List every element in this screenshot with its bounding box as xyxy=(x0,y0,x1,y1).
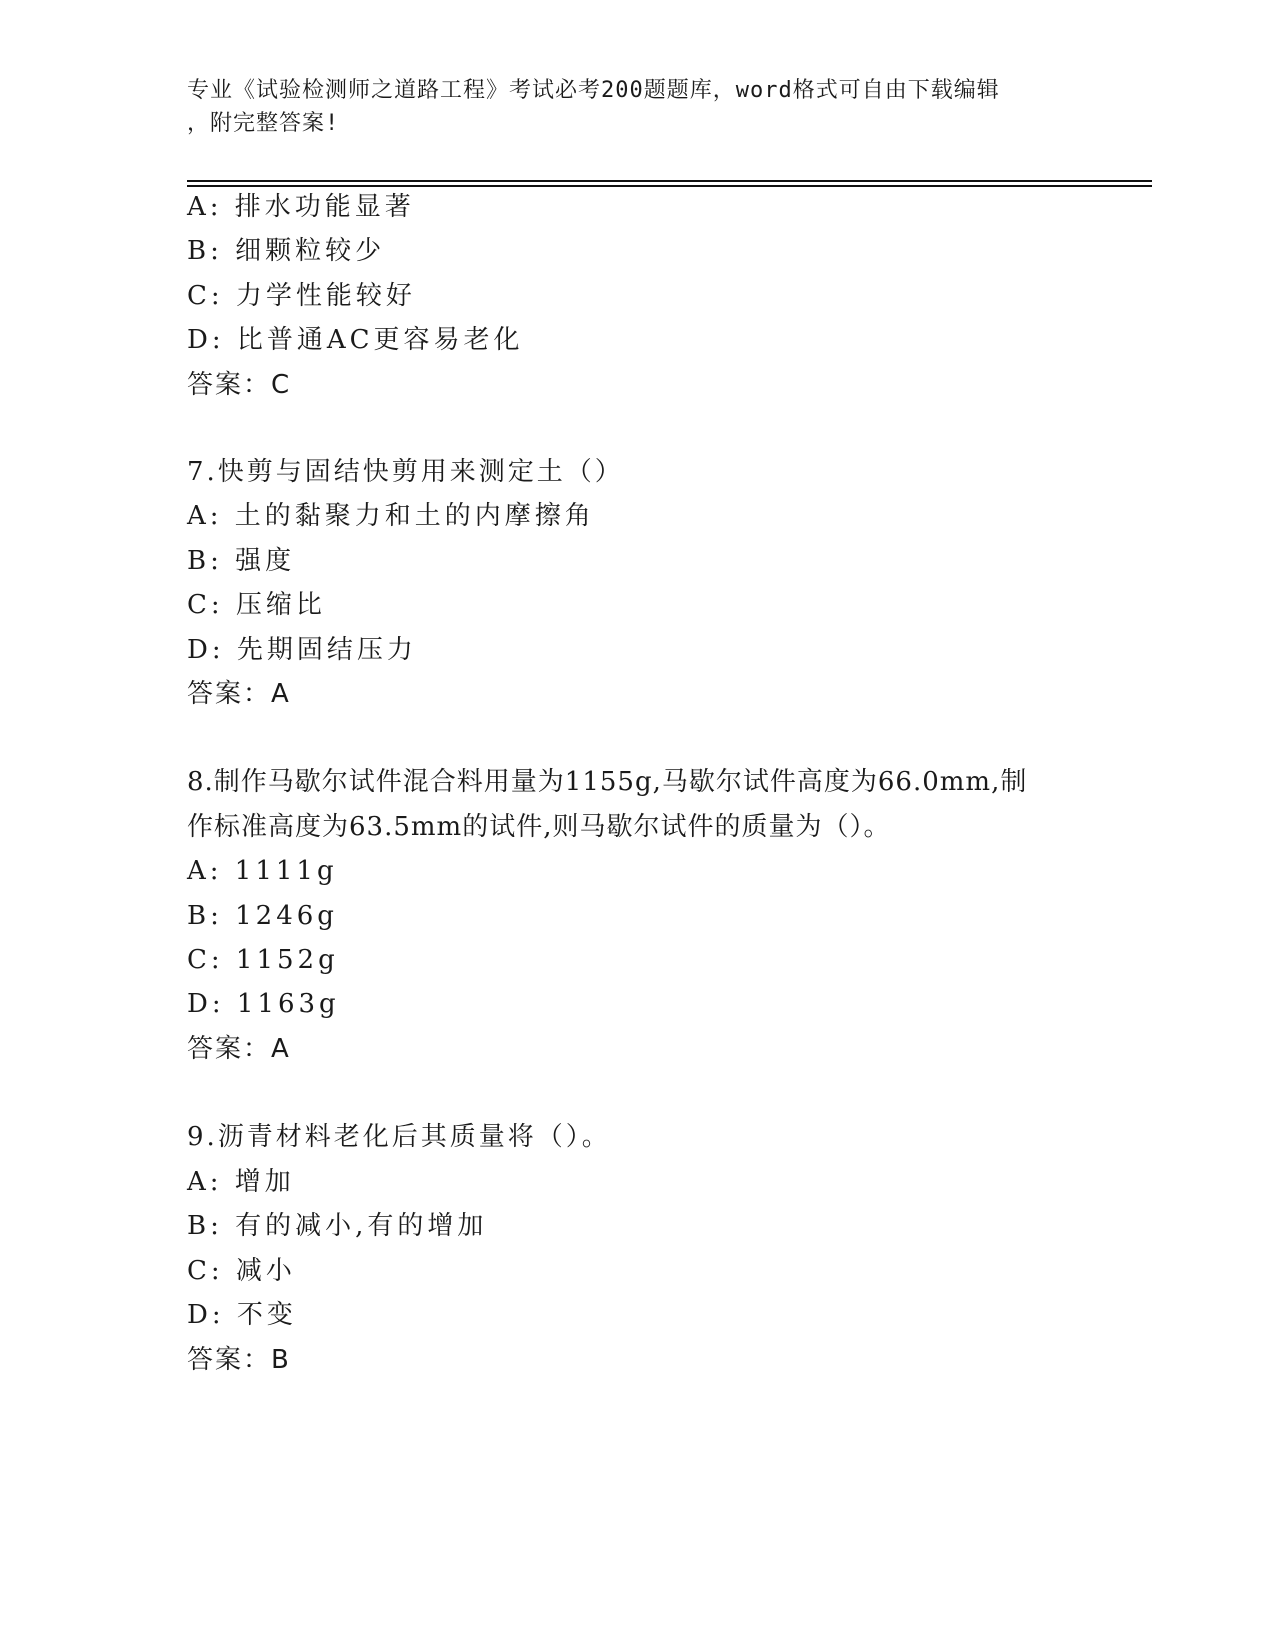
option-a: A: 1111g xyxy=(187,856,338,886)
header-line-2: ，附完整答案! xyxy=(187,111,340,136)
option-b: B: 细颗粒较少 xyxy=(187,236,386,266)
option-a: A: 排水功能显著 xyxy=(187,192,415,222)
question-text-continued: 作标准高度为63.5mm的试件,则马歇尔试件的质量为（）。 xyxy=(187,812,891,842)
header-divider-top xyxy=(187,180,1152,182)
option-a: A: 土的黏聚力和土的内摩擦角 xyxy=(187,501,595,531)
option-d: D: 1163g xyxy=(187,989,340,1019)
option-c: C: 减小 xyxy=(187,1256,296,1286)
option-c: C: 力学性能较好 xyxy=(187,281,416,311)
option-a: A: 增加 xyxy=(187,1167,295,1197)
answer: 答案：A xyxy=(187,679,291,709)
question-text: 8.制作马歇尔试件混合料用量为1155g,马歇尔试件高度为66.0mm,制 xyxy=(187,767,1028,797)
option-d: D: 比普通AC更容易老化 xyxy=(187,325,524,355)
answer: 答案：B xyxy=(187,1345,291,1375)
option-c: C: 1152g xyxy=(187,945,339,975)
answer: 答案：A xyxy=(187,1034,291,1064)
option-b: B: 1246g xyxy=(187,901,338,931)
option-b: B: 有的减小,有的增加 xyxy=(187,1211,488,1241)
question-text: 7.快剪与固结快剪用来测定土（） xyxy=(187,457,624,487)
option-b: B: 强度 xyxy=(187,546,296,576)
option-d: D: 不变 xyxy=(187,1300,297,1330)
question-text: 9.沥青材料老化后其质量将（）。 xyxy=(187,1122,611,1152)
header-line-1: 专业《试验检测师之道路工程》考试必考200题题库，word格式可自由下载编辑 xyxy=(187,78,1000,103)
document-header xyxy=(187,74,1087,140)
option-c: C: 压缩比 xyxy=(187,590,326,620)
header-divider-bottom xyxy=(187,185,1152,187)
option-d: D: 先期固结压力 xyxy=(187,635,417,665)
answer: 答案：C xyxy=(187,370,292,400)
